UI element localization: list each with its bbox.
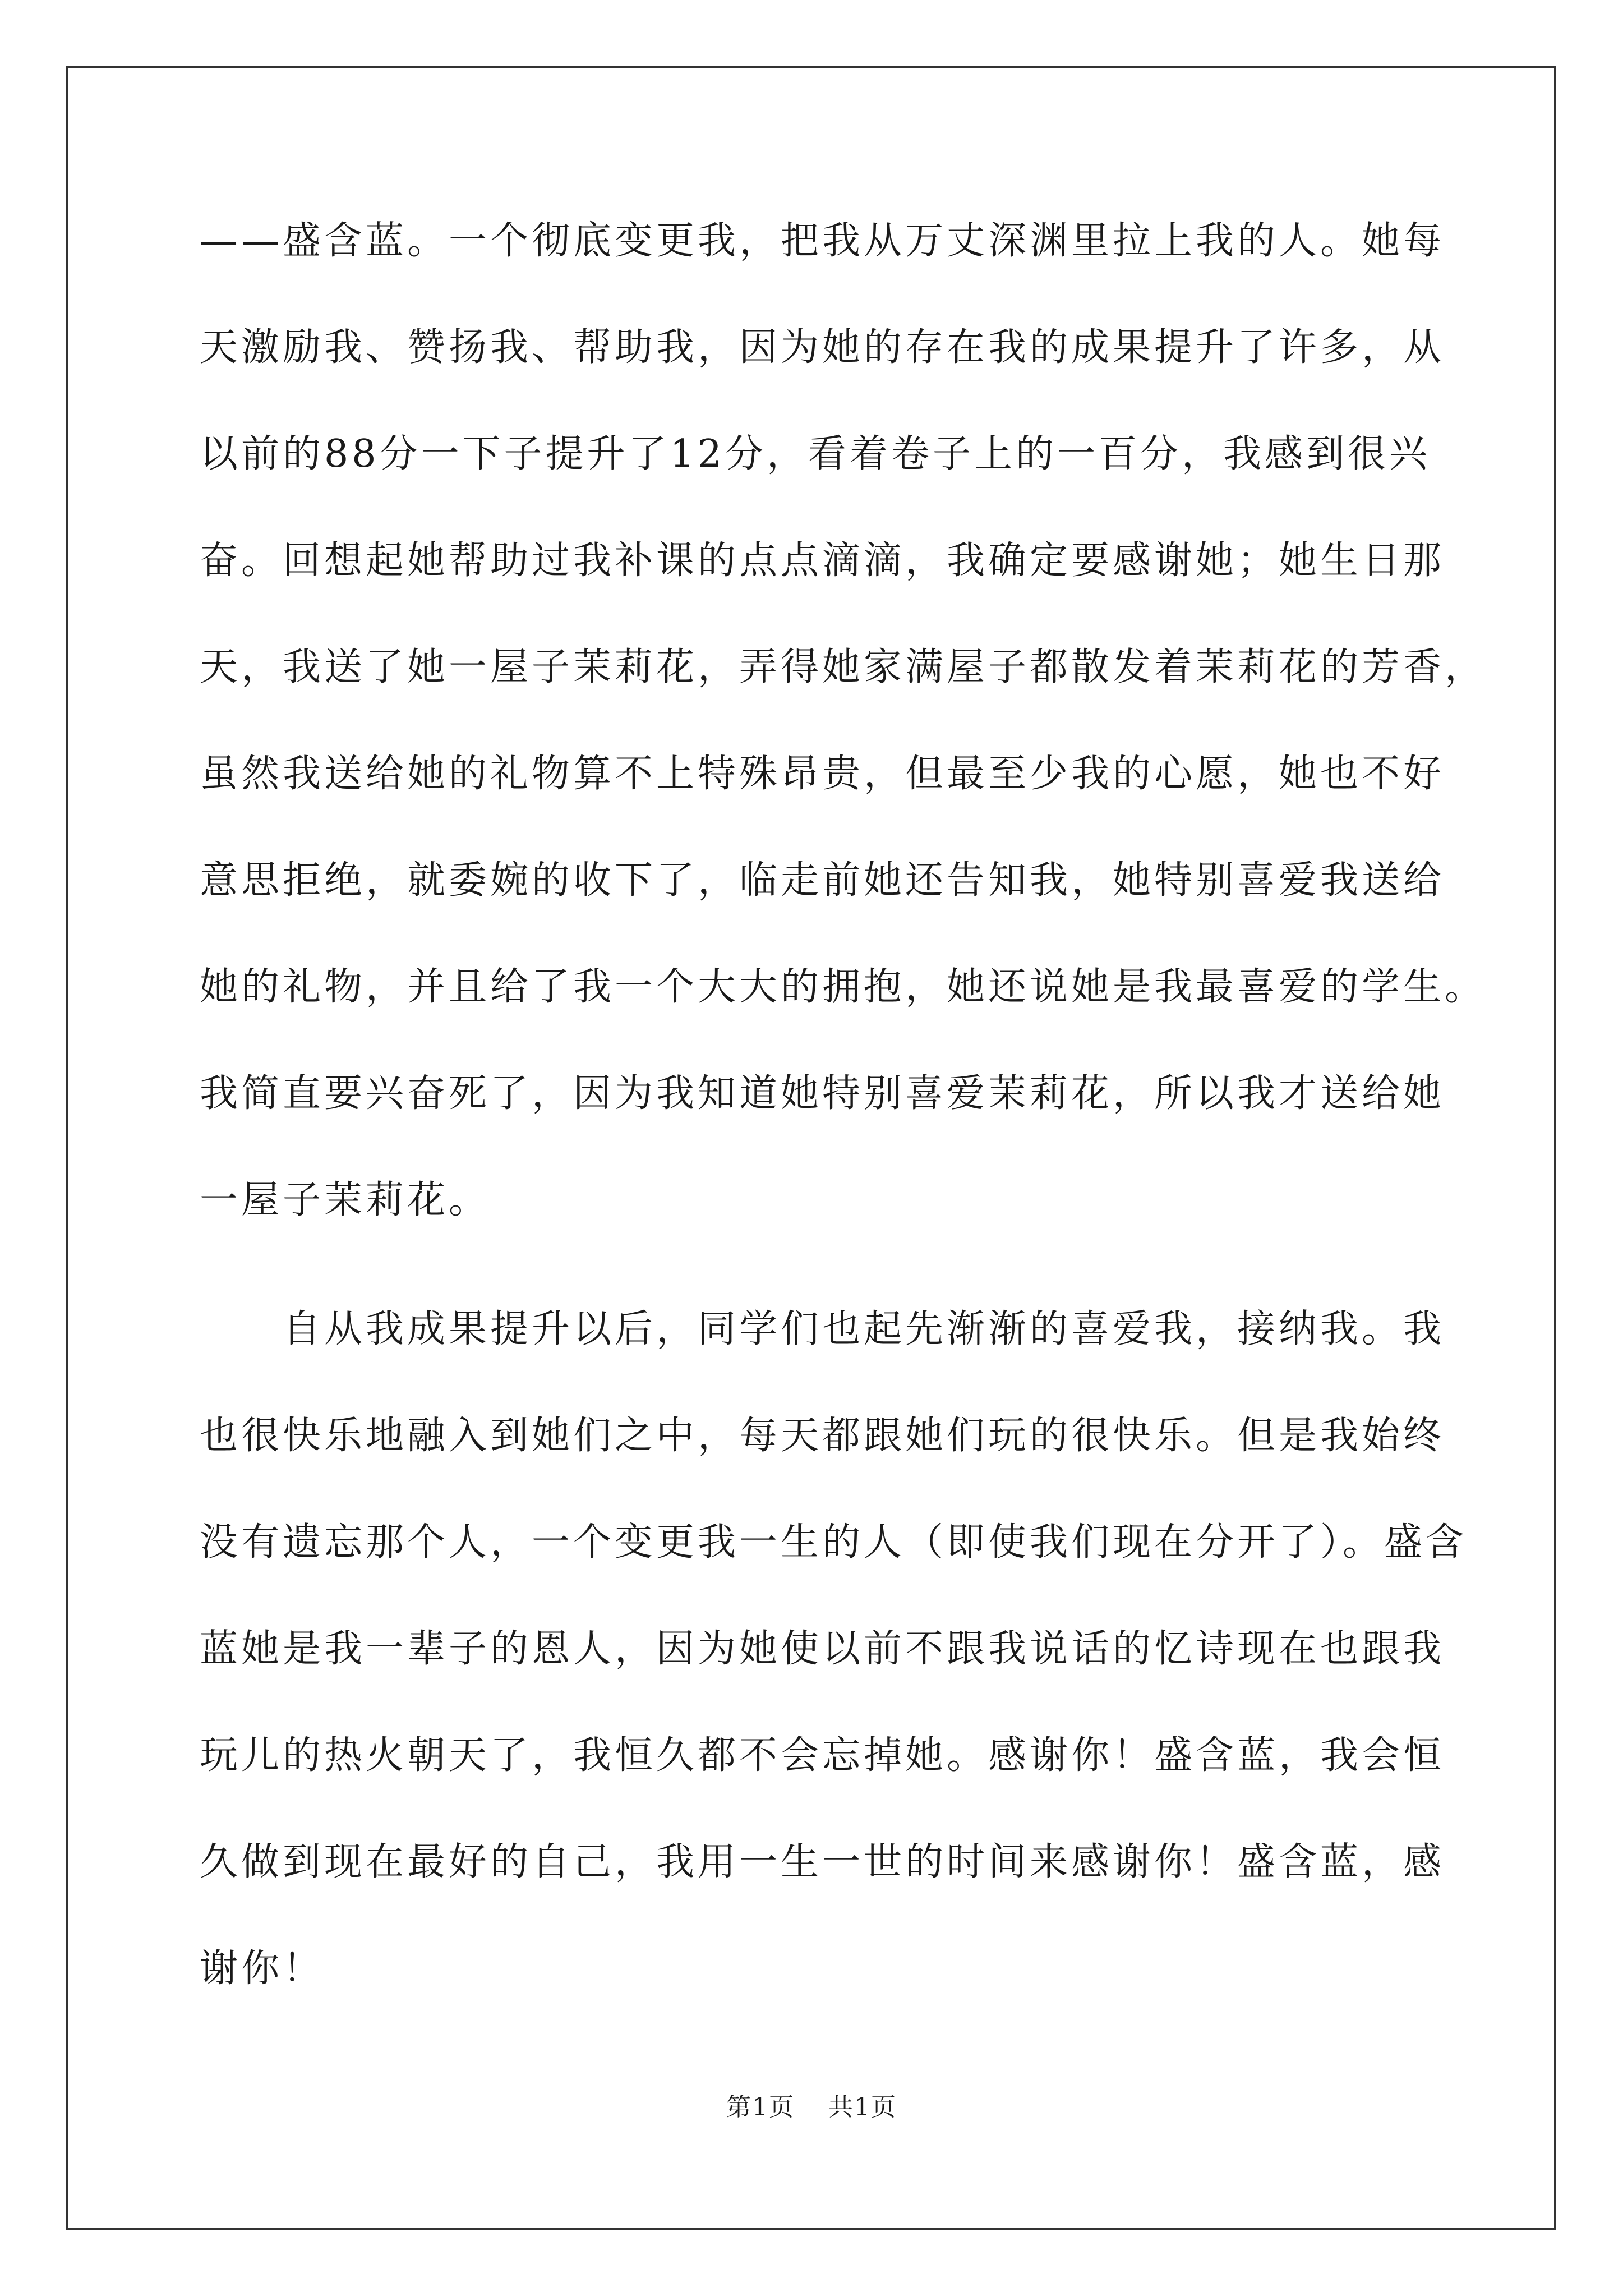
text-line: 一屋子茉莉花。 <box>200 1178 491 1222</box>
text-line: 天激励我、赞扬我、帮助我，因为她的存在我的成果提升了许多，从 <box>200 325 1445 370</box>
text-line: 没有遗忘那个人，一个变更我一生的人（即使我们现在分开了）。盛含 <box>200 1520 1468 1565</box>
text-line: ——盛含蓝。一个彻底变更我，把我从万丈深渊里拉上我的人。她每 <box>200 219 1445 263</box>
page-footer <box>0 2087 1623 2123</box>
text-line: 她的礼物，并且给了我一个大大的拥抱，她还说她是我最喜爱的学生。 <box>200 965 1487 1009</box>
paragraph-gap <box>200 1279 1433 1301</box>
paragraph <box>200 1301 1468 2047</box>
text-line: 奋。回想起她帮助过我补课的点点滴滴，我确定要感谢她；她生日那 <box>200 539 1445 583</box>
page-number-total: 共1页 <box>828 2093 897 2122</box>
paragraph <box>200 213 1487 1279</box>
text-line: 我简直要兴奋死了，因为我知道她特别喜爱茉莉花，所以我才送给她 <box>200 1071 1445 1116</box>
page-number-current: 第1页 <box>726 2093 795 2122</box>
text-line: 也很快乐地融入到她们之中，每天都跟她们玩的很快乐。但是我始终 <box>200 1414 1445 1458</box>
text-line: 玩儿的热火朝天了，我恒久都不会忘掉她。感谢你！盛含蓝，我会恒 <box>200 1733 1445 1778</box>
text-line: 自从我成果提升以后，同学们也起先渐渐的喜爱我，接纳我。我 <box>283 1307 1445 1351</box>
text-line: 谢你！ <box>200 1947 325 1991</box>
text-line: 以前的88分一下子提升了12分，看着卷子上的一百分，我感到很兴 <box>200 432 1431 476</box>
text-line: 意思拒绝，就委婉的收下了，临走前她还告知我，她特别喜爱我送给 <box>200 858 1445 903</box>
text-line: 蓝她是我一辈子的恩人，因为她使以前不跟我说话的忆诗现在也跟我 <box>200 1627 1445 1671</box>
text-line: 天，我送了她一屋子茉莉花，弄得她家满屋子都散发着茉莉花的芳香， <box>200 645 1487 689</box>
document-body <box>200 213 1487 2047</box>
text-line: 久做到现在最好的自己，我用一生一世的时间来感谢你！盛含蓝，感 <box>200 1840 1445 1884</box>
text-line: 虽然我送给她的礼物算不上特殊昂贵，但最至少我的心愿，她也不好 <box>200 752 1445 796</box>
